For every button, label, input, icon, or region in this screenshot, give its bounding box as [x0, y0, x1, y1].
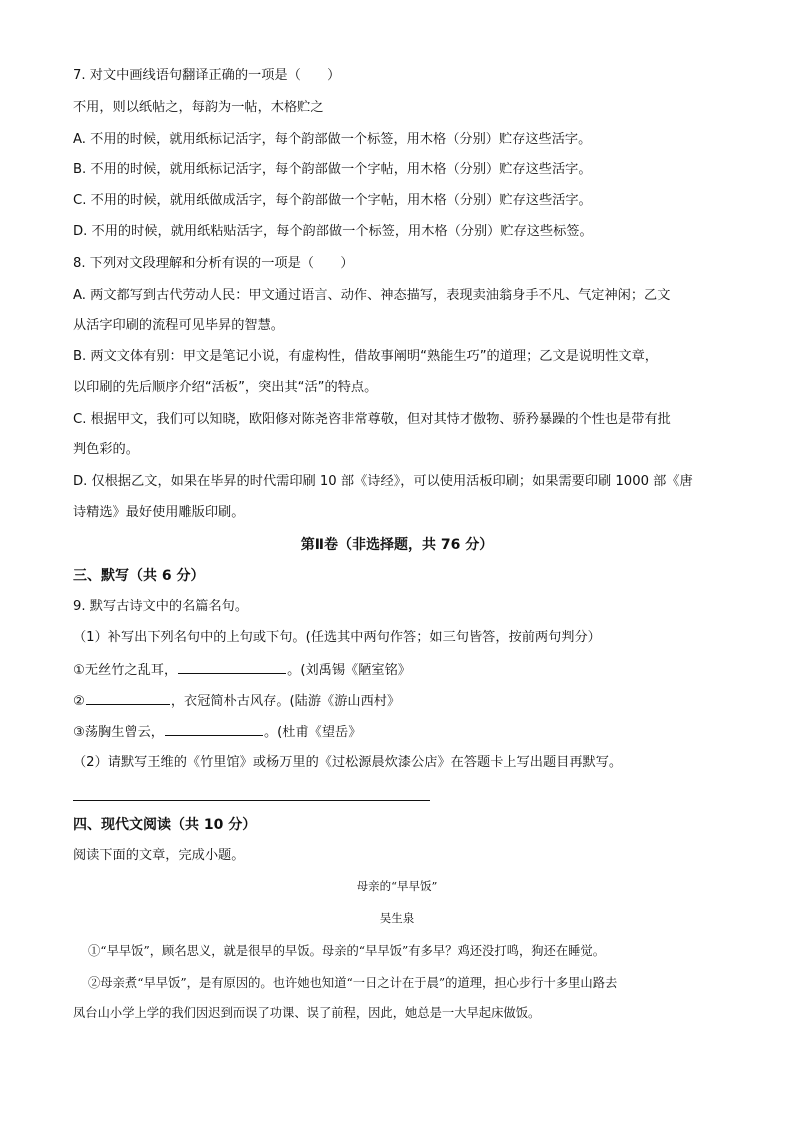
answer-blank-3[interactable]: [165, 721, 263, 736]
article-author: 吴生泉: [379, 911, 415, 925]
q8-option-b-line1: B. 两文文体有别：甲文是笔记小说，有虚构性，借故事阐明“熟能生巧”的道理；乙文是说明性文章，: [73, 349, 658, 364]
q8-option-d-line2: 诗精选》最好使用雕版印刷。: [73, 505, 245, 520]
answer-line[interactable]: [73, 800, 430, 801]
article-paragraph-2-line1: ②母亲煮“早早饭”，是有原因的。也许她也知道“一日之计在于晨”的道理，担心步行十多里山路去: [88, 976, 618, 990]
q9-sub1: （1）补写出下列名句中的上句或下句。(任选其中两句作答；如三句皆答，按前两句判分）: [73, 630, 601, 645]
q9-item2-prefix: ②: [73, 694, 85, 709]
q7-option-c: C. 不用的时候，就用纸做成活字，每个韵部做一个字帖，用木格（分别）贮存这些活字。: [73, 193, 592, 208]
q8-option-c-line2: 判色彩的。: [73, 442, 139, 457]
article-title: 母亲的“早早饭”: [356, 879, 438, 893]
q8-option-b-line2: 以印刷的先后顺序介绍“活板”，突出其“活”的特点。: [73, 380, 378, 395]
q9-item1-suffix: 。(刘禹锡《陋室铭》: [287, 663, 411, 678]
q9-item1: [73, 659, 411, 681]
q8-option-d-line1: D. 仅根据乙文，如果在毕昇的时代需印刷 10 部《诗经》，可以使用活板印刷；如果需要印刷 1000 部《唐: [73, 474, 693, 489]
reading-intro: 阅读下面的文章，完成小题。: [73, 848, 245, 863]
q9-item3-suffix: 。(杜甫《望岳》: [263, 725, 362, 740]
q8-option-c-line1: C. 根据甲文，我们可以知晓，欧阳修对陈尧咨非常尊敬，但对其恃才傲物、骄矜暴躁的个性也是带有批: [73, 412, 671, 427]
answer-blank-2[interactable]: [86, 690, 170, 705]
q7-option-b: B. 不用的时候，就用纸标记活字，每个韵部做一个字帖，用木格（分别）贮存这些活字。: [73, 162, 592, 177]
q9-item2-suffix: ，衣冠简朴古风存。(陆游《游山西村》: [170, 694, 401, 709]
section4-heading: 四、现代文阅读（共 10 分）: [73, 817, 257, 833]
part2-title: 第Ⅱ卷（非选择题，共 76 分）: [300, 537, 494, 553]
q9-item2: [73, 690, 400, 712]
article-paragraph-2-line2: 凤台山小学上学的我们因迟到而误了功课、误了前程，因此，她总是一大早起床做饭。: [73, 1006, 541, 1020]
q9-sub2: （2）请默写王维的《竹里馆》或杨万里的《过松源晨炊漆公店》在答题卡上写出题目再默写。: [73, 755, 623, 770]
section3-heading: 三、默写（共 6 分）: [73, 568, 205, 584]
q7-option-d: D. 不用的时候，就用纸粘贴活字，每个韵部做一个标签，用木格（分别）贮存这些标签。: [73, 224, 593, 239]
q7-quote: 不用，则以纸帖之，每韵为一帖，木格贮之: [73, 100, 324, 115]
q8-stem: 8. 下列对文段理解和分析有误的一项是（ ）: [73, 256, 354, 271]
q7-stem: 7. 对文中画线语句翻译正确的一项是（ ）: [73, 68, 341, 83]
article-paragraph-1: ①“早早饭”，顾名思义，就是很早的早饭。母亲的“早早饭”有多早？鸡还没打鸣，狗还在睡觉。: [88, 944, 606, 958]
answer-blank-1[interactable]: [178, 659, 286, 674]
q9-item3-prefix: ③荡胸生曾云，: [73, 725, 164, 740]
q9-item3: [73, 721, 361, 743]
q9-stem: 9. 默写古诗文中的名篇名句。: [73, 599, 249, 614]
q8-option-a-line2: 从活字印刷的流程可见毕昇的智慧。: [73, 318, 284, 333]
q8-option-a-line1: A. 两文都写到古代劳动人民：甲文通过语言、动作、神态描写，表现卖油翁身手不凡、气定神闲；乙文: [73, 288, 671, 303]
q7-option-a: A. 不用的时候，就用纸标记活字，每个韵部做一个标签，用木格（分别）贮存这些活字。: [73, 132, 592, 147]
q9-item1-prefix: ①无丝竹之乱耳，: [73, 663, 178, 678]
